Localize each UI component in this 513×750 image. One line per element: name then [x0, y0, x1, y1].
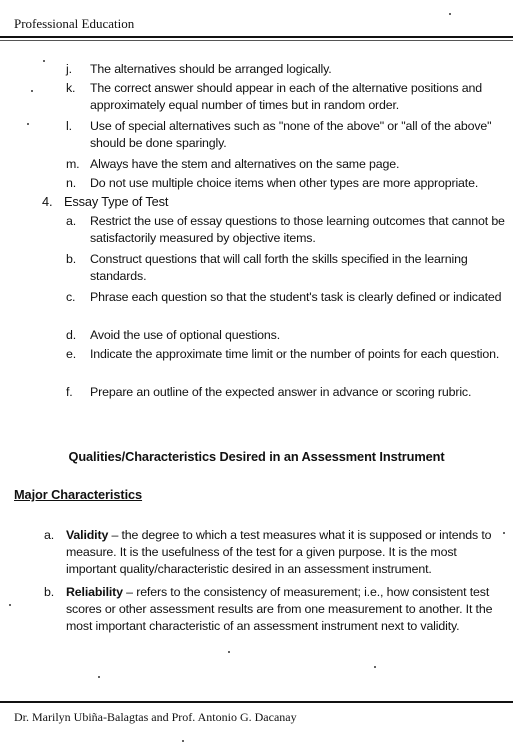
- header-rule: [0, 36, 513, 38]
- list-item: [66, 80, 506, 114]
- essay-item: [66, 213, 506, 247]
- list-text: Use of special alternatives such as "none of the above" or "all of the above" should be done sparingly.: [90, 119, 492, 150]
- essay-item: [66, 346, 506, 363]
- term-reliability: Reliability: [66, 585, 123, 599]
- list-text: Do not use multiple choice items when other types are more appropriate.: [90, 176, 479, 190]
- list-text: Restrict the use of essay questions to those learning outcomes that cannot be satisfactorily measured by objective items.: [90, 214, 505, 245]
- section-heading: [42, 193, 482, 210]
- characteristic-item: [44, 527, 500, 578]
- list-marker: e.: [66, 347, 77, 361]
- list-marker: c.: [66, 290, 76, 304]
- list-text: Phrase each question so that the student's task is clearly defined or indicated: [90, 290, 502, 304]
- list-marker: k.: [66, 81, 76, 95]
- list-item: [66, 156, 506, 173]
- list-marker: a.: [44, 528, 55, 542]
- list-marker: l.: [66, 119, 72, 133]
- list-marker: a.: [66, 214, 77, 228]
- running-footer: Dr. Marilyn Ubiña-Balagtas and Prof. Antonio G. Dacanay: [14, 710, 297, 724]
- list-text: The correct answer should appear in each of the alternative positions and approximately equal number of times but in random order.: [90, 81, 482, 112]
- essay-item: [66, 384, 506, 401]
- list-marker: b.: [66, 252, 77, 266]
- section-number: 4.: [42, 194, 53, 209]
- characteristic-item: [44, 584, 500, 635]
- list-item: [66, 175, 506, 192]
- essay-item: [66, 327, 506, 344]
- footer-rule: [0, 701, 513, 703]
- header-rule-thin: [0, 40, 513, 41]
- scan-speck: [43, 60, 45, 62]
- essay-item: [66, 289, 506, 306]
- list-text: Construct questions that will call forth the skills specified in the learning standards.: [90, 252, 468, 283]
- list-marker: j.: [66, 62, 72, 76]
- section-heading-qualities: Qualities/Characteristics Desired in an Assessment Instrument: [68, 449, 445, 464]
- list-item: [66, 61, 506, 78]
- scan-speck: [374, 666, 376, 668]
- scan-speck: [9, 604, 11, 606]
- subheading-major-characteristics: Major Characteristics: [14, 487, 143, 502]
- list-text: Always have the stem and alternatives on the same page.: [90, 157, 400, 171]
- list-marker: f.: [66, 385, 73, 399]
- scan-speck: [98, 676, 100, 678]
- list-marker: d.: [66, 328, 77, 342]
- definition-text: – refers to the consistency of measurement; i.e., how consistent test scores or other assessment results are from one measurement to another. It the most important characteristic of an assessment instrument next to validity.: [66, 585, 493, 633]
- scan-speck: [449, 13, 451, 15]
- scan-speck: [31, 90, 33, 92]
- section-title: Essay Type of Test: [64, 194, 169, 209]
- term-validity: Validity: [66, 528, 109, 542]
- definition-text: – the degree to which a test measures what it is supposed or intends to measure. It is the usefulness of the test for a given purpose. It is the most important quality/characteristic desired in an assessment instrument.: [66, 528, 492, 576]
- scan-speck: [228, 651, 230, 653]
- running-header: Professional Education: [14, 16, 135, 31]
- list-text: Prepare an outline of the expected answer in advance or scoring rubric.: [90, 385, 472, 399]
- list-text: Avoid the use of optional questions.: [90, 328, 281, 342]
- list-text: The alternatives should be arranged logically.: [90, 62, 332, 76]
- list-item: [66, 118, 506, 152]
- scan-speck: [182, 740, 184, 742]
- list-text: Indicate the approximate time limit or the number of points for each question.: [90, 347, 500, 361]
- list-marker: m.: [66, 157, 80, 171]
- list-marker: b.: [44, 585, 55, 599]
- list-marker: n.: [66, 176, 77, 190]
- scan-speck: [503, 532, 505, 534]
- scan-speck: [27, 123, 29, 125]
- essay-item: [66, 251, 506, 285]
